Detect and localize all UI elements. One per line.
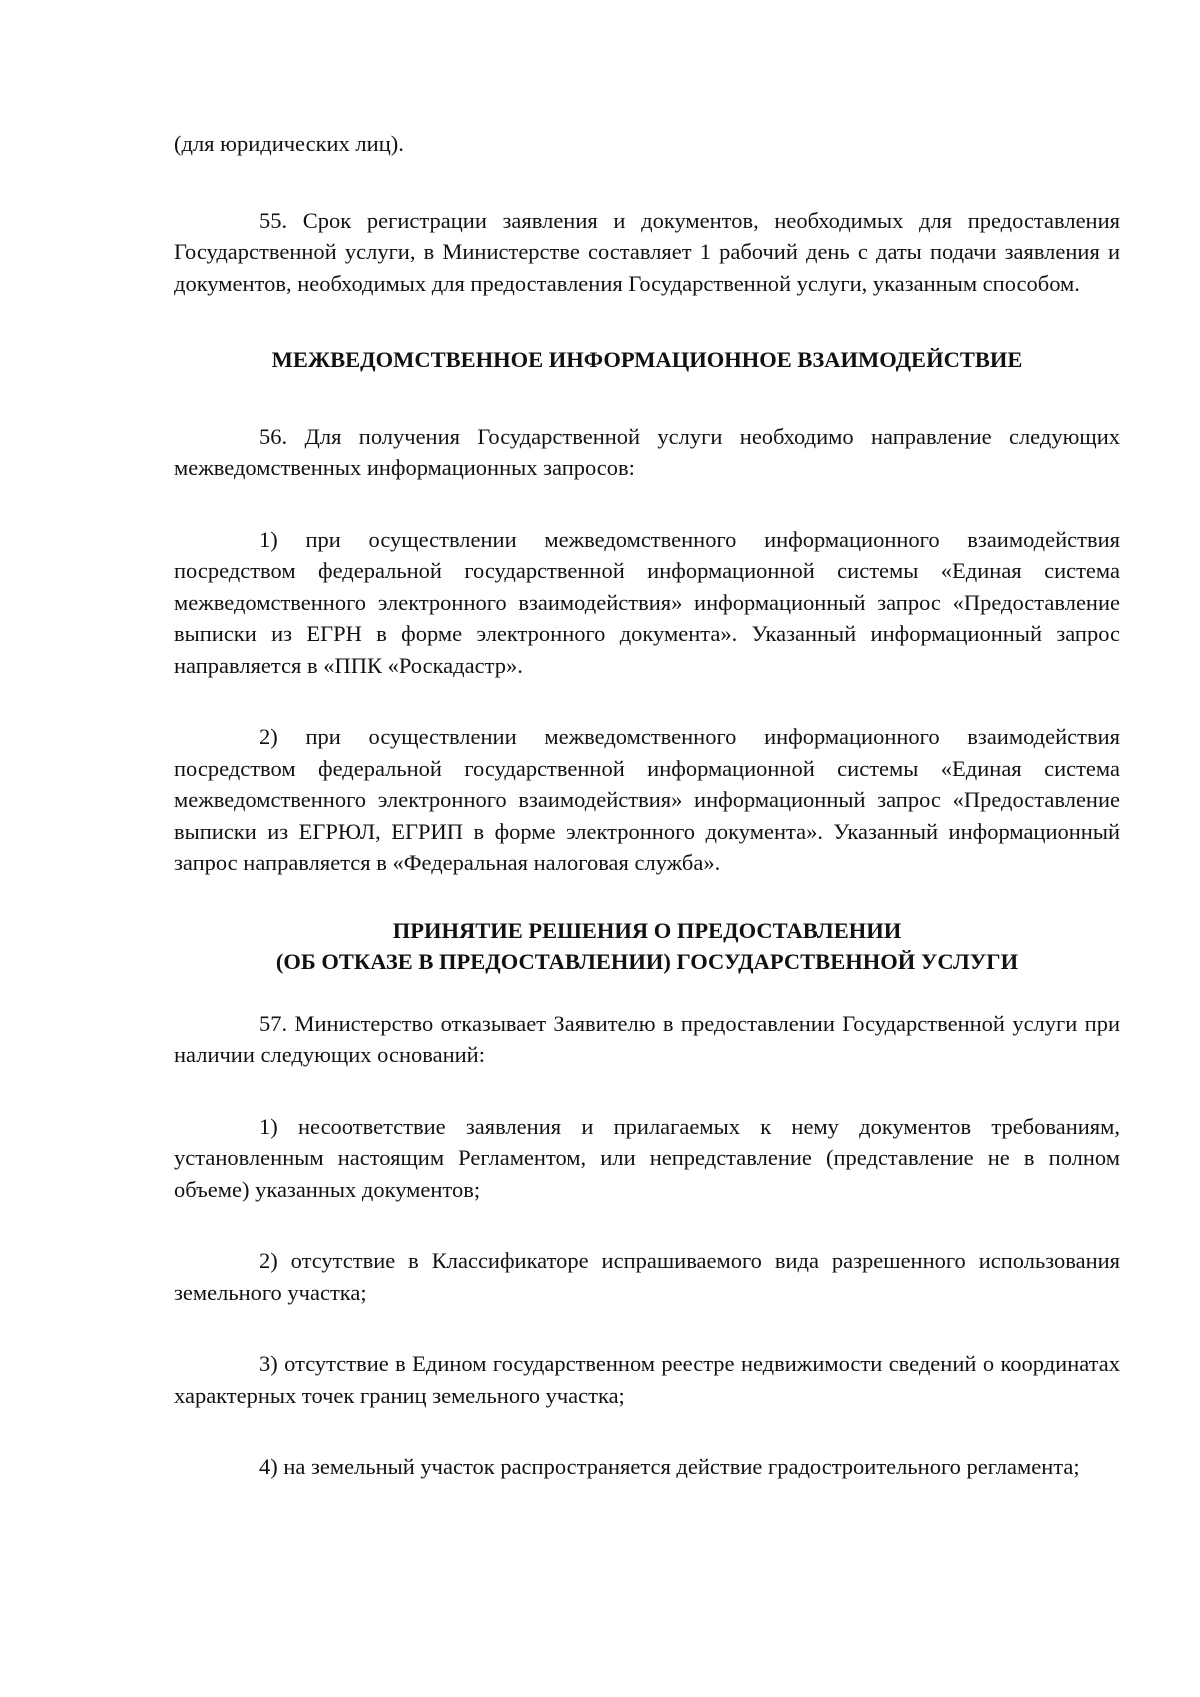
heading-decision-line-2: (ОБ ОТКАЗЕ В ПРЕДОСТАВЛЕНИИ) ГОСУДАРСТВЕННОЙ УСЛУГИ [275, 949, 1019, 974]
paragraph-57: 57. Министерство отказывает Заявителю в предоставлении Государственной услуги при наличии следующих оснований: [174, 1010, 1120, 1067]
paragraph-56-item-2: 2) при осуществлении межведомственного информационного взаимодействия посредством федеральной государственной информационной системы «Единая система межведомственного электронного взаимодействия» информационный запрос «Предоставление выписки из ЕГРЮЛ, ЕГРИП в форме электронного документа». Указанный информационный запрос направляется в «Федеральная налоговая служба». [174, 724, 1120, 875]
paragraph-55: 55. Срок регистрации заявления и документов, необходимых для предоставления Государственной услуги, в Министерстве составляет 1 рабочий день с даты подачи заявления и документов, необходимых для предоставления Государственной услуги, указанным способом. [174, 207, 1120, 296]
continuation-text: (для юридических лиц). [174, 131, 404, 156]
paragraph-56: 56. Для получения Государственной услуги необходимо направление следующих межведомственных информационных запросов: [174, 423, 1120, 480]
document-page [174, 128, 1120, 1483]
heading-decision-line-1: ПРИНЯТИЕ РЕШЕНИЯ О ПРЕДОСТАВЛЕНИИ [392, 917, 902, 943]
paragraph-57-item-2: 2) отсутствие в Классификаторе испрашиваемого вида разрешенного использования земельного участка; [174, 1248, 1120, 1305]
heading-interagency-interaction: МЕЖВЕДОМСТВЕННОЕ ИНФОРМАЦИОННОЕ ВЗАИМОДЕЙСТВИЕ [271, 347, 1023, 372]
paragraph-57-item-1: 1) несоответствие заявления и прилагаемых к нему документов требованиям, установленным настоящим Регламентом, или непредставление (представление не в полном объеме) указанных документов; [174, 1113, 1120, 1202]
paragraph-57-item-4: 4) на земельный участок распространяется действие градостроительного регламента; [259, 1454, 1080, 1479]
paragraph-56-item-1: 1) при осуществлении межведомственного информационного взаимодействия посредством федеральной государственной информационной системы «Единая система межведомственного электронного взаимодействия» информационный запрос «Предоставление выписки из ЕГРН в форме электронного документа». Указанный информационный запрос направляется в «ППК «Роскадастр». [174, 526, 1120, 678]
paragraph-57-item-3: 3) отсутствие в Едином государственном реестре недвижимости сведений о координатах характерных точек границ земельного участка; [174, 1351, 1120, 1408]
